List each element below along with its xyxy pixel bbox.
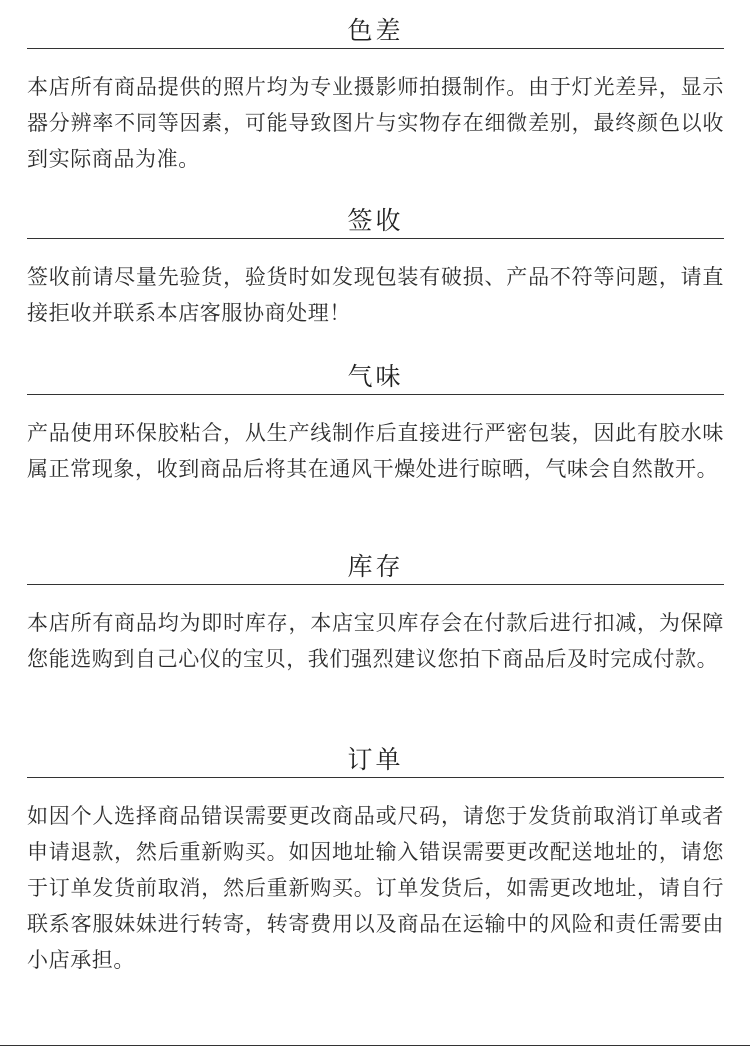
- section-orders: [27, 739, 724, 978]
- section-title-bar: [27, 546, 724, 585]
- section-odor: [27, 356, 724, 487]
- section-title-bar: [27, 739, 724, 778]
- section-title: 订单: [347, 745, 404, 774]
- section-title: 签收: [347, 206, 404, 235]
- section-delivery-signing: [27, 200, 724, 331]
- section-title-bar: [27, 10, 724, 49]
- section-title-bar: [27, 356, 724, 395]
- section-body: 本店所有商品提供的照片均为专业摄影师拍摄制作。由于灯光差异，显示器分辨率不同等因素，可能导致图片与实物存在细微差别，最终颜色以收到实际商品为准。: [27, 75, 724, 171]
- section-title: 色差: [347, 16, 404, 45]
- bottom-divider: [0, 1045, 750, 1046]
- section-title-bar: [27, 200, 724, 239]
- section-body: 如因个人选择商品错误需要更改商品或尺码，请您于发货前取消订单或者申请退款，然后重新购买。如因地址输入错误需要更改配送地址的，请您于订单发货前取消，然后重新购买。订单发货后，如需更改地址，请自行联系客服妹妹进行转寄，转寄费用以及商品在运输中的风险和责任需要由小店承担。: [27, 804, 724, 972]
- section-inventory: [27, 546, 724, 677]
- section-body: 本店所有商品均为即时库存，本店宝贝库存会在付款后进行扣减，为保障您能选购到自己心仪的宝贝，我们强烈建议您拍下商品后及时完成付款。: [27, 611, 724, 671]
- section-body: 签收前请尽量先验货，验货时如发现包装有破损、产品不符等问题，请直接拒收并联系本店客服协商处理！: [27, 265, 724, 325]
- section-body: 产品使用环保胶粘合，从生产线制作后直接进行严密包装，因此有胶水味属正常现象，收到商品后将其在通风干燥处进行晾晒，气味会自然散开。: [27, 421, 724, 481]
- section-title: 气味: [347, 362, 404, 391]
- section-color-difference: [27, 10, 724, 177]
- section-title: 库存: [347, 552, 404, 581]
